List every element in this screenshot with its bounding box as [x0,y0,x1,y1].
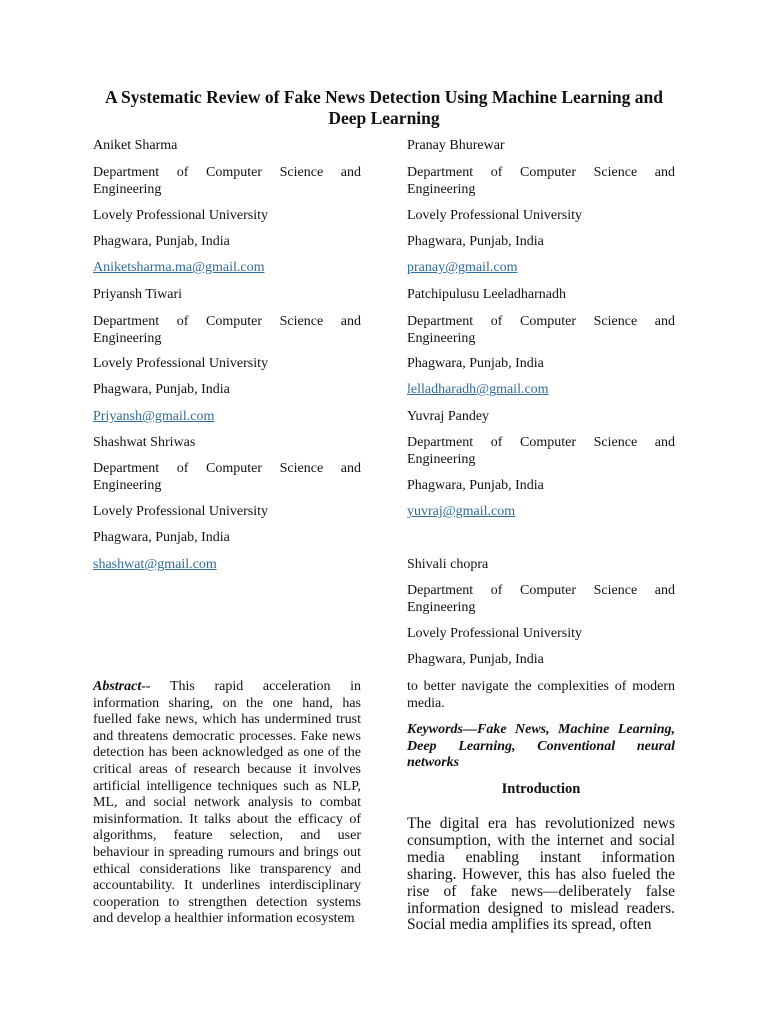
abstract [93,679,361,928]
author-email-link[interactable]: shashwat@gmail.com [93,557,217,572]
author-email-link[interactable]: yuvraj@gmail.com [407,504,516,519]
author-name: Priyansh Tiwari [93,287,183,302]
author-name: Pranay Bhurewar [407,138,505,153]
author-university: Lovely Professional University [93,504,268,519]
author-department: Department of Computer Science and Engineering [93,314,361,346]
author-university: Lovely Professional University [93,208,268,223]
author-university: Lovely Professional University [407,208,582,223]
author-department: Department of Computer Science and Engineering [407,165,675,197]
abstract-text: This rapid acceleration in information sharing, on the one hand, has fuelled fake news, which has undermined trust and threatens democratic processes. Fake news detection has been acknowledged as one of the critical areas of research because it involves artificial intelligence techniques such as NLP, ML, and social network analysis to combat misinformation. It talks about the efficacy of algorithms, feature selection, and user behaviour in spreading rumours and brings out ethical considerations like transparency and accountability. It underlines interdisciplinary cooperation to strengthen detection systems and develop a healthier information ecosystem [93,679,361,927]
author-location: Phagwara, Punjab, India [407,234,544,249]
paper-title: A Systematic Review of Fake News Detection Using Machine Learning and Deep Learning [104,87,663,128]
author-name: Shivali chopra [407,557,489,572]
author-location: Phagwara, Punjab, India [93,530,230,545]
left-column [93,0,361,1024]
author-location: Phagwara, Punjab, India [407,356,544,371]
author-university: Lovely Professional University [93,356,268,371]
abstract-continued: to better navigate the complexities of modern media. [407,679,675,711]
author-email-link[interactable]: pranay@gmail.com [407,260,518,275]
author-location: Phagwara, Punjab, India [407,478,544,493]
author-department: Department of Computer Science and Engineering [407,314,675,346]
author-email-link[interactable]: Priyansh@gmail.com [93,409,215,424]
author-email-link[interactable]: lelladharadh@gmail.com [407,382,549,397]
right-column [407,0,675,1024]
author-location: Phagwara, Punjab, India [407,652,544,667]
abstract-label: Abstract-- [93,679,151,694]
keywords: Keywords—Fake News, Machine Learning, Deep Learning, Conventional neural networks [407,722,675,771]
author-location: Phagwara, Punjab, India [93,234,230,249]
author-location: Phagwara, Punjab, India [93,382,230,397]
author-department: Department of Computer Science and Engineering [407,583,675,615]
author-department: Department of Computer Science and Engineering [93,461,361,493]
author-name: Yuvraj Pandey [407,409,490,424]
author-name: Aniket Sharma [93,138,178,153]
author-name: Shashwat Shriwas [93,435,196,450]
author-email-link[interactable]: Aniketsharma.ma@gmail.com [93,260,265,275]
author-department: Department of Computer Science and Engineering [407,435,675,467]
author-university: Lovely Professional University [407,626,582,641]
introduction-text: The digital era has revolutionized news consumption, with the internet and social media enabling instant information sharing. However, this has also fueled the rise of fake news—deliberately false information designed to mislead readers. Social media amplifies its spread, often [407,816,675,934]
author-name: Patchipulusu Leeladharnadh [407,287,567,302]
section-heading-introduction: Introduction [501,781,581,797]
author-department: Department of Computer Science and Engineering [93,165,361,197]
